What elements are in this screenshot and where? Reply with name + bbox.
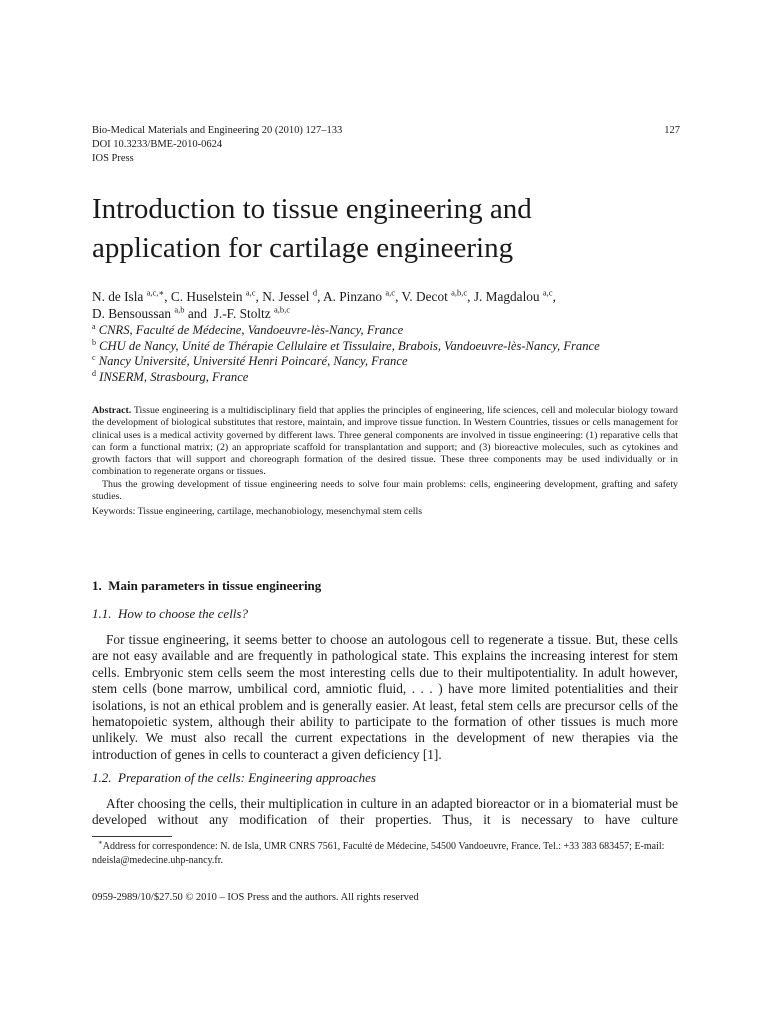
- author-separator: ,: [395, 289, 402, 304]
- author-affil-mark: a,b: [174, 304, 185, 315]
- subsection-heading: 1.2. Preparation of the cells: Engineering approaches: [92, 770, 376, 785]
- body-paragraph: [92, 796, 678, 829]
- page-number: 127: [664, 125, 680, 136]
- author: D. Bensoussan: [92, 306, 172, 321]
- publisher: IOS Press: [92, 153, 134, 164]
- affiliation-mark: a: [92, 321, 96, 331]
- author-separator: ,: [255, 289, 263, 304]
- author-affil-mark: a,b,c: [451, 287, 468, 298]
- author-affil-mark: a,c: [245, 287, 256, 298]
- author: N. Jessel: [262, 289, 310, 304]
- subsection-heading: 1.1. How to choose the cells?: [92, 606, 248, 621]
- body-text: For tissue engineering, it seems better to choose an autologous cell to regenerate a tissue. But, these cells are not easy available and are frequently in pathological state. This explains the increasing interest for stem cells. Embryonic stem cells seem the most interesting cells due to their multipotentiality. In adult however, stem cells (bone marrow, umbilical cord, amniotic fluid, . . . ) have more limited potentialities and their isolations, is not an ethical problem and is generally easier. At least, fetal stem cells are precursor cells of the hematopoietic system, although their ability to participate to the formation of other tissues is much more unlikely. We must also recall the current expectations in the development of new therapies via the introduction of genes in cells to counteract a given deficiency [1].: [92, 632, 678, 762]
- author-affil-mark: a,b,c: [273, 304, 291, 315]
- body-text: After choosing the cells, their multiplication in culture in an adapted bioreactor or in a biomaterial must be developed without any modification of their properties. Thus, it is necessary to have culture: [92, 796, 678, 828]
- abstract-paragraph-1: [92, 405, 678, 479]
- author-separator: and: [184, 306, 211, 321]
- author: N. de Isla: [92, 289, 144, 304]
- journal-header: [92, 124, 680, 166]
- affiliation-mark: d: [92, 368, 96, 378]
- author: A. Pinzano: [322, 289, 383, 304]
- paper-title: [92, 190, 692, 268]
- affiliation-text: CNRS, Faculté de Médecine, Vandoeuvre-lès-Nancy, France: [98, 323, 404, 337]
- affiliation: [92, 354, 692, 370]
- author: C. Huselstein: [170, 289, 243, 304]
- author: J. Magdalou: [473, 289, 540, 304]
- author-separator: ,: [552, 289, 556, 304]
- affiliation-text: Nancy Université, Université Henri Poincaré, Nancy, France: [98, 354, 408, 369]
- author-separator: ,: [467, 289, 474, 304]
- section-heading: 1. Main parameters in tissue engineering: [92, 578, 322, 593]
- affiliation-text: INSERM, Strasbourg, France: [99, 369, 249, 384]
- author-separator: ,: [164, 289, 171, 304]
- affiliation: [92, 339, 692, 355]
- doi: DOI 10.3233/BME-2010-0624: [92, 139, 223, 150]
- author-affil-mark: a,c: [385, 287, 396, 298]
- footnote-mark: ∗: [98, 838, 103, 847]
- footnote: [92, 840, 678, 867]
- author-affil-mark: d: [312, 287, 318, 298]
- footnote-text: Address for correspondence: N. de Isla, UMR CNRS 7561, Faculté de Médecine, 54500 Vandoeuvre, France. Tel.: +33 383 683457; E-mail: ndeisla@medecine.uhp-nancy.fr.: [92, 841, 665, 866]
- affiliation: [92, 323, 692, 339]
- title-line-1: Introduction to tissue engineering and: [92, 193, 532, 225]
- affiliation: [92, 370, 692, 386]
- author-affil-mark: a,c: [542, 287, 553, 298]
- copyright-line: 0959-2989/10/$27.50 © 2010 – IOS Press and the authors. All rights reserved: [92, 892, 419, 903]
- affiliations: [92, 323, 692, 385]
- author-list: [92, 288, 692, 322]
- abstract: [92, 405, 678, 519]
- title-line-2: application for cartilage engineering: [92, 232, 514, 264]
- abstract-text: Tissue engineering is a multidisciplinary field that applies the principles of engineering, life sciences, cell and molecular biology toward the development of biological substitutes that restore, maintain, and improve tissue function. In Western Countries, tissues or cells management for clinical uses is a medical activity governed by different laws. Three general components are involved in tissue engineering: (1) reparative cells that can form a functional matrix; (2) an appropriate scaffold for transplantation and support; and (3) bioreactive molecules, such as cytokines and growth factors that will support and choreograph formation of the desired tissue. These three components may be used individually or in combination to regenerate organs or tissues.: [92, 405, 678, 478]
- journal-citation: Bio-Medical Materials and Engineering 20 (2010) 127–133: [92, 125, 343, 136]
- keywords: Keywords: Tissue engineering, cartilage, mechanobiology, mesenchymal stem cells: [92, 506, 423, 518]
- abstract-label: Abstract.: [92, 405, 132, 416]
- body-paragraph: [92, 632, 678, 763]
- affiliation-text: CHU de Nancy, Unité de Thérapie Cellulaire et Tissulaire, Brabois, Vandoeuvre-lès-Nancy, France: [99, 338, 600, 353]
- abstract-paragraph-2: Thus the growing development of tissue engineering needs to solve four main problems: cells, engineering development, grafting and safety studies.: [92, 478, 678, 503]
- author: J.-F. Stoltz: [213, 306, 271, 321]
- author-affil-mark: a,c,∗: [146, 287, 165, 298]
- affiliation-mark: c: [92, 353, 96, 362]
- footnote-rule: [92, 836, 172, 837]
- author: V. Decot: [401, 289, 448, 304]
- author-separator: ,: [317, 289, 323, 304]
- affiliation-mark: b: [92, 337, 96, 347]
